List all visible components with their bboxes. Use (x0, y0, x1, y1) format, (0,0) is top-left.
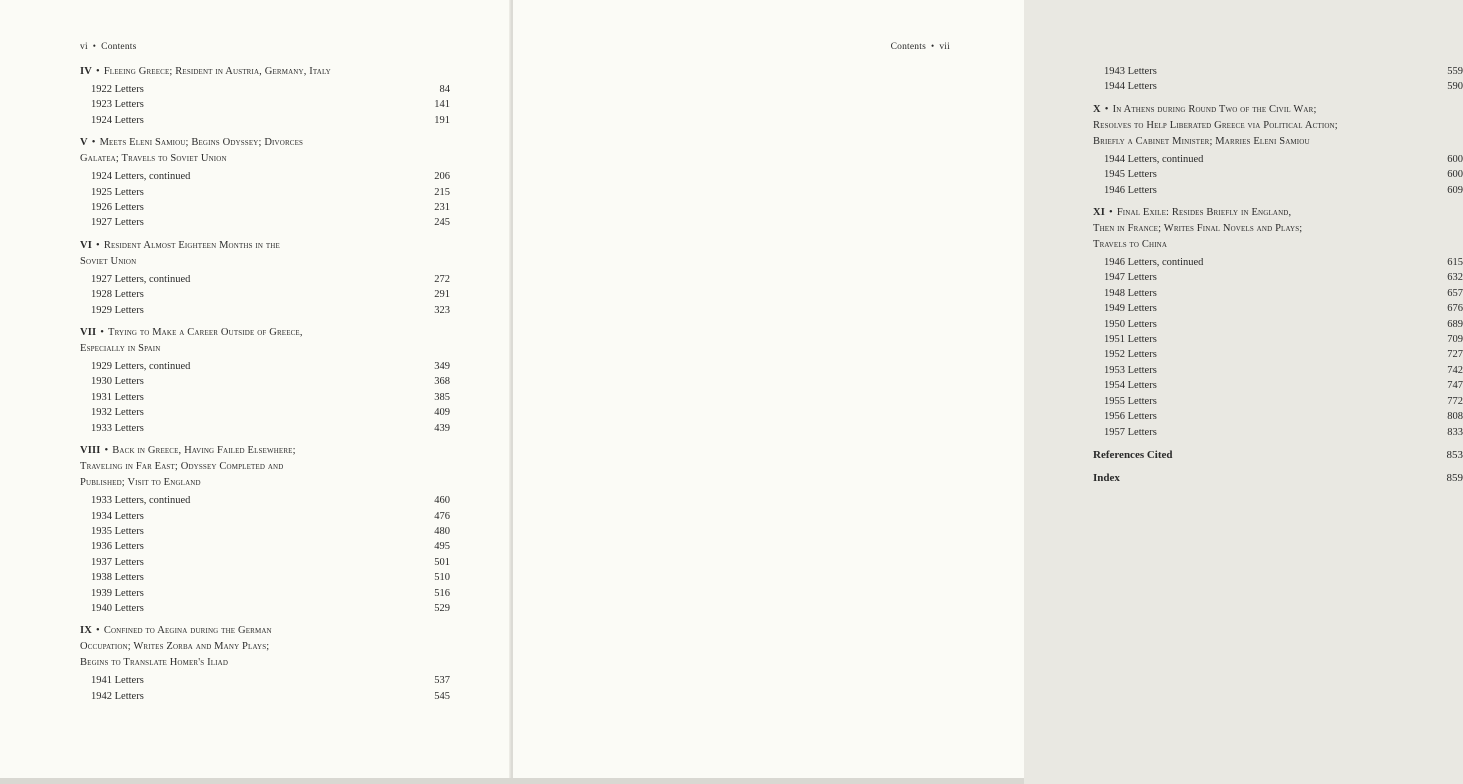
toc-entry (80, 113, 450, 128)
entry-page-number: 495 (434, 541, 450, 553)
entry-page-number: 409 (434, 407, 450, 419)
part-number: IX (80, 625, 92, 637)
toc-entry (1093, 183, 1463, 198)
entry-label: 1946 Letters (1104, 184, 1157, 196)
entry-page-number: 385 (434, 391, 450, 403)
entry-label: 1952 Letters (1104, 349, 1157, 361)
toc-entry (1093, 301, 1463, 316)
entry-label: 1943 Letters (1104, 66, 1157, 77)
entry-label: 1924 Letters (91, 114, 144, 126)
entry-page-number: 676 (1447, 303, 1463, 315)
toc-entry (1093, 425, 1463, 440)
toc-entry (80, 570, 450, 585)
entry-label: 1942 Letters (91, 690, 144, 702)
toc-entry (80, 185, 450, 200)
back-matter-page-number: 853 (1446, 448, 1463, 461)
entry-page-number: 545 (434, 690, 450, 702)
toc-entry (1093, 409, 1463, 424)
entry-label: 1926 Letters (91, 202, 144, 214)
bullet-separator: • (92, 41, 97, 51)
part-number: VI (80, 239, 92, 251)
entry-page-number: 529 (434, 602, 450, 614)
part-heading-line: Soviet Union (80, 255, 137, 267)
entry-label: 1936 Letters (91, 541, 144, 553)
entry-page-number: 600 (1447, 153, 1463, 165)
part-heading-line: Published; Visit to England (80, 477, 201, 489)
entry-label: 1951 Letters (1104, 334, 1157, 346)
toc-entry (80, 524, 450, 539)
entry-label: 1941 Letters (91, 675, 144, 687)
entry-page-number: 349 (434, 361, 450, 373)
toc-entry (1093, 64, 1463, 79)
running-title: Contents (101, 42, 137, 52)
bullet-separator: • (95, 239, 100, 251)
entry-label: 1932 Letters (91, 407, 144, 419)
toc-entry (80, 303, 450, 318)
entry-page-number: 84 (439, 84, 450, 95)
part-heading (80, 623, 450, 671)
entry-page-number: 772 (1447, 395, 1463, 407)
entry-label: 1940 Letters (91, 602, 144, 614)
entry-page-number: 501 (434, 556, 450, 568)
part-heading (1093, 102, 1463, 150)
part-number: IV (80, 66, 92, 77)
entry-label: 1927 Letters (91, 217, 144, 229)
entry-label: 1953 Letters (1104, 364, 1157, 376)
bullet-separator: • (95, 66, 100, 77)
entry-page-number: 727 (1447, 349, 1463, 361)
part-heading-line: Traveling in Far East; Odyssey Completed and (80, 461, 284, 473)
entry-label: 1950 Letters (1104, 318, 1157, 330)
part-heading-line: Travels to China (1093, 239, 1168, 251)
toc-entry (80, 200, 450, 215)
part-heading (80, 325, 450, 357)
toc-entry (1093, 152, 1463, 167)
page-edge (0, 778, 1024, 784)
toc-entry (80, 509, 450, 524)
entry-label: 1924 Letters, continued (91, 171, 191, 183)
part-heading-line: Briefly a Cabinet Minister; Marries Eleni Samiou (1093, 135, 1310, 147)
toc-entry (80, 601, 450, 616)
bullet-separator: • (100, 327, 105, 339)
entry-label: 1954 Letters (1104, 380, 1157, 392)
entry-page-number: 609 (1447, 184, 1463, 196)
bullet-separator: • (104, 445, 109, 457)
entry-label: 1955 Letters (1104, 395, 1157, 407)
part-heading (80, 443, 450, 491)
part-heading-line: Confined to Aegina during the German (103, 625, 272, 637)
entry-page-number: 215 (434, 186, 450, 198)
entry-page-number: 480 (434, 525, 450, 537)
toc-entry (80, 390, 450, 405)
entry-label: 1949 Letters (1104, 303, 1157, 315)
left-page (0, 0, 511, 784)
part-heading-line: In Athens during Round Two of the Civil War; (1112, 103, 1317, 115)
entry-page-number: 516 (434, 587, 450, 599)
running-head-right (891, 41, 950, 52)
toc-entry (80, 169, 450, 184)
entry-label: 1938 Letters (91, 572, 144, 584)
part-number: VIII (80, 445, 101, 457)
entry-page-number: 742 (1447, 364, 1463, 376)
entry-label: 1928 Letters (91, 289, 144, 301)
back-matter-label: References Cited (1093, 448, 1173, 461)
entry-label: 1944 Letters, continued (1104, 153, 1204, 165)
entry-label: 1922 Letters (91, 84, 144, 95)
entry-label: 1933 Letters, continued (91, 495, 191, 507)
part-heading-line: Occupation; Writes Zorba and Many Plays; (80, 641, 270, 653)
entry-label: 1929 Letters (91, 304, 144, 316)
part-heading-line: Trying to Make a Career Outside of Greece, (108, 327, 303, 339)
part-heading-line: Especially in Spain (80, 343, 161, 355)
entry-label: 1931 Letters (91, 391, 144, 403)
entry-page-number: 632 (1447, 272, 1463, 284)
part-heading-line: Fleeing Greece; Resident in Austria, Germany, Italy (103, 66, 331, 77)
toc-entry (1093, 270, 1463, 285)
entry-page-number: 191 (434, 114, 450, 126)
toc-entry (1093, 394, 1463, 409)
toc-entry (80, 82, 450, 97)
part-heading (80, 135, 450, 167)
part-heading (80, 238, 450, 270)
toc-entry (1093, 79, 1463, 94)
entry-page-number: 590 (1447, 81, 1463, 93)
toc-entry (1093, 363, 1463, 378)
toc-entry (1093, 332, 1463, 347)
toc-entry (80, 539, 450, 554)
part-heading-line: Meets Eleni Samiou; Begins Odyssey; Divorces (99, 137, 304, 149)
table-of-contents-left (80, 64, 450, 704)
entry-label: 1925 Letters (91, 186, 144, 198)
entry-page-number: 833 (1447, 426, 1463, 438)
part-heading-line: Back in Greece, Having Failed Elsewhere; (112, 445, 296, 457)
running-title: Contents (890, 42, 926, 52)
toc-entry (1093, 167, 1463, 182)
back-matter-entry (1093, 447, 1463, 463)
bullet-separator: • (91, 137, 96, 149)
toc-entry (1093, 317, 1463, 332)
folio: vii (939, 42, 950, 52)
part-heading-line: Resolves to Help Liberated Greece via Political Action; (1093, 119, 1338, 131)
bullet-separator: • (1104, 103, 1109, 115)
entry-label: 1956 Letters (1104, 411, 1157, 423)
entry-label: 1935 Letters (91, 525, 144, 537)
entry-label: 1927 Letters, continued (91, 273, 191, 285)
entry-page-number: 600 (1447, 169, 1463, 181)
entry-page-number: 476 (434, 510, 450, 522)
entry-page-number: 141 (434, 99, 450, 111)
toc-entry (80, 493, 450, 508)
toc-entry (80, 272, 450, 287)
toc-entry (1093, 255, 1463, 270)
part-number: X (1093, 103, 1101, 115)
bullet-separator: • (95, 625, 100, 637)
toc-entry (1093, 378, 1463, 393)
entry-label: 1939 Letters (91, 587, 144, 599)
entry-page-number: 245 (434, 217, 450, 229)
entry-label: 1948 Letters (1104, 287, 1157, 299)
bullet-separator: • (1108, 207, 1113, 219)
toc-entry (80, 689, 450, 704)
entry-label: 1957 Letters (1104, 426, 1157, 438)
part-number: XI (1093, 207, 1105, 219)
entry-label: 1946 Letters, continued (1104, 257, 1204, 269)
entry-page-number: 689 (1447, 318, 1463, 330)
toc-entry (80, 215, 450, 230)
part-heading-line: Galatea; Travels to Soviet Union (80, 153, 227, 165)
back-matter-entry (1093, 470, 1463, 486)
part-heading-line: Final Exile: Resides Briefly in England, (1116, 207, 1292, 219)
entry-page-number: 559 (1447, 66, 1463, 77)
toc-entry (80, 287, 450, 302)
part-heading-line: Then in France; Writes Final Novels and Plays; (1093, 223, 1303, 235)
part-heading-line: Resident Almost Eighteen Months in the (103, 239, 280, 251)
toc-entry (80, 405, 450, 420)
entry-page-number: 510 (434, 572, 450, 584)
part-number: VII (80, 327, 97, 339)
back-matter-page-number: 859 (1446, 471, 1463, 484)
table-of-contents-right (1093, 64, 1463, 486)
entry-page-number: 460 (434, 495, 450, 507)
entry-label: 1944 Letters (1104, 81, 1157, 93)
entry-label: 1945 Letters (1104, 169, 1157, 181)
entry-page-number: 323 (434, 304, 450, 316)
part-heading (80, 64, 450, 80)
entry-page-number: 439 (434, 422, 450, 434)
entry-page-number: 206 (434, 171, 450, 183)
right-page (513, 0, 1463, 784)
entry-label: 1934 Letters (91, 510, 144, 522)
entry-page-number: 657 (1447, 287, 1463, 299)
toc-entry (80, 97, 450, 112)
part-heading (1093, 205, 1463, 253)
entry-page-number: 272 (434, 273, 450, 285)
entry-page-number: 231 (434, 202, 450, 214)
entry-label: 1929 Letters, continued (91, 361, 191, 373)
toc-entry (80, 586, 450, 601)
bullet-separator: • (931, 41, 935, 51)
toc-entry (1093, 286, 1463, 301)
toc-entry (80, 673, 450, 688)
entry-label: 1947 Letters (1104, 272, 1157, 284)
toc-entry (1093, 347, 1463, 362)
entry-page-number: 808 (1447, 411, 1463, 423)
toc-entry (80, 374, 450, 389)
entry-label: 1937 Letters (91, 556, 144, 568)
folio: vi (80, 42, 88, 52)
toc-entry (80, 555, 450, 570)
entry-page-number: 368 (434, 376, 450, 388)
entry-label: 1923 Letters (91, 99, 144, 111)
part-heading-line: Begins to Translate Homer's Iliad (80, 657, 229, 669)
entry-label: 1930 Letters (91, 376, 144, 388)
running-head-left (80, 41, 137, 52)
part-number: V (80, 137, 88, 149)
entry-page-number: 615 (1447, 257, 1463, 269)
entry-page-number: 747 (1447, 380, 1463, 392)
entry-page-number: 709 (1447, 334, 1463, 346)
entry-page-number: 291 (434, 289, 450, 301)
back-matter-label: Index (1093, 471, 1120, 484)
toc-entry (80, 359, 450, 374)
toc-entry (80, 421, 450, 436)
entry-label: 1933 Letters (91, 422, 144, 434)
entry-page-number: 537 (434, 675, 450, 687)
